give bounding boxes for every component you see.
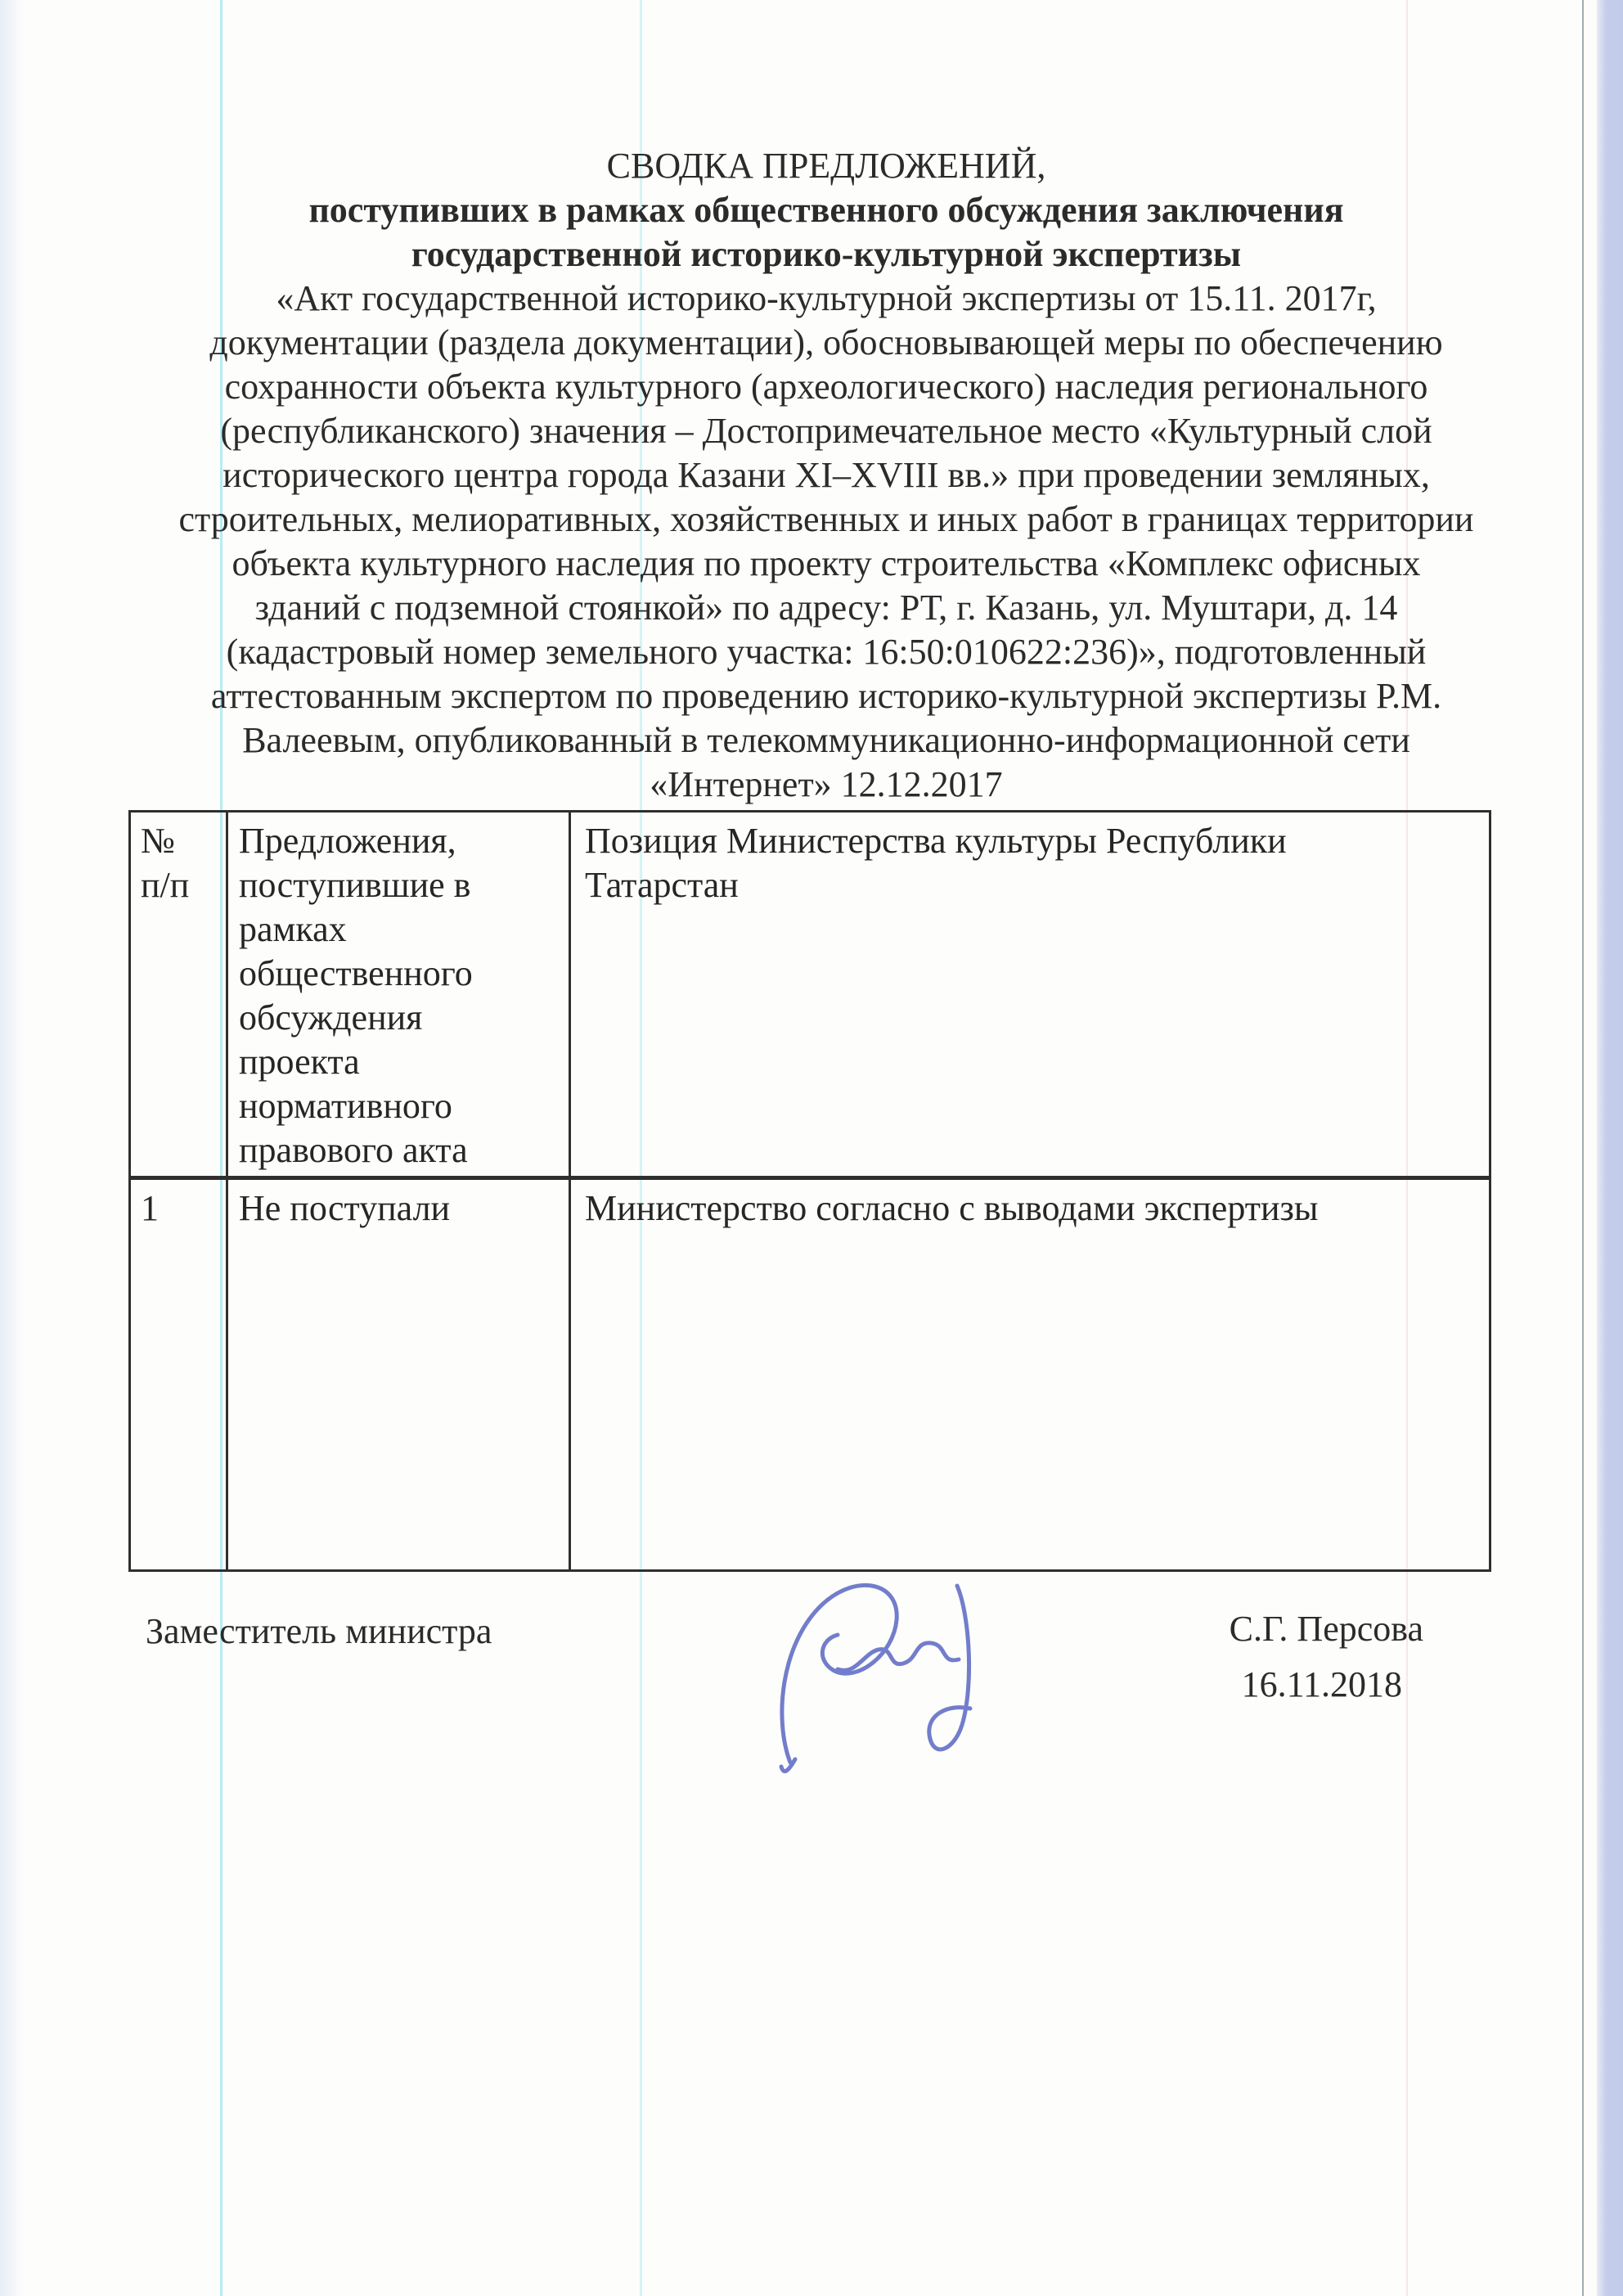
header-proposals-line: Предложения, (239, 821, 456, 861)
header-proposals-line: правового акта (239, 1130, 468, 1170)
intro-line: аттестованным экспертом по проведению историко-культурной экспертизы Р.М. (210, 676, 1442, 716)
signature-role: Заместитель министра (146, 1611, 492, 1651)
header-cell-proposals (227, 812, 570, 1178)
document-title: СВОДКА ПРЕДЛОЖЕНИЙ, (606, 146, 1046, 186)
intro-line: «Акт государственной историко-культурной экспертизы от 15.11. 2017г, (276, 278, 1377, 318)
cell-ministry-position: Министерство согласно с выводами экспертизы (570, 1178, 1490, 1571)
signature-ink (759, 1564, 1086, 1779)
right-edge-blue-band (1597, 0, 1623, 2296)
table-row (130, 1178, 1490, 1571)
cell-proposals: Не поступали (227, 1178, 570, 1571)
signature-name: С.Г. Персова (1229, 1609, 1423, 1649)
header-position-line: Позиция Министерства культуры Республики (585, 821, 1287, 861)
header-cell-number (130, 812, 227, 1178)
intro-line: поступивших в рамках общественного обсуждения заключения (308, 190, 1344, 230)
intro-line: государственной историко-культурной экспертизы (411, 234, 1242, 274)
header-number-line: № (141, 821, 175, 861)
header-proposals-line: нормативного (239, 1086, 452, 1126)
intro-line: строительных, мелиоративных, хозяйственных и иных работ в границах территории (178, 499, 1474, 539)
intro-line: зданий с подземной стоянкой» по адресу: РТ, г. Казань, ул. Муштари, д. 14 (254, 588, 1398, 628)
header-proposals-line: проекта (239, 1042, 360, 1082)
proposals-table (128, 810, 1491, 1572)
cell-row-number: 1 (130, 1178, 227, 1571)
intro-line: документации (раздела документации), обосновывающей меры по обеспечению (209, 322, 1443, 362)
intro-line: (республиканского) значения – Достопримечательное место «Культурный слой (220, 411, 1432, 451)
header-proposals-line: рамках (239, 909, 347, 949)
intro-line: объекта культурного наследия по проекту строительства «Комплекс офисных (232, 543, 1421, 583)
intro-line: Валеевым, опубликованный в телекоммуникационно-информационной сети (242, 720, 1410, 760)
intro-line: (кадастровый номер земельного участка: 16:50:010622:236)», подготовленный (226, 632, 1427, 672)
header-proposals-line: общественного (239, 953, 473, 993)
header-proposals-line: обсуждения (239, 997, 423, 1038)
signature-name-date (1129, 1607, 1423, 1707)
header-position-line: Татарстан (585, 865, 739, 905)
intro-line: исторического центра города Казани XI–XVIII вв.» при проведении земляных, (223, 455, 1430, 495)
left-edge-scan-noise (0, 0, 25, 2296)
intro-line: сохранности объекта культурного (археологического) наследия регионального (224, 367, 1428, 407)
intro-paragraph (106, 144, 1546, 807)
table-header-row (130, 812, 1490, 1178)
right-edge-scan-line (1582, 0, 1584, 2296)
header-proposals-line: поступившие в (239, 865, 471, 905)
header-cell-ministry-position (570, 812, 1490, 1178)
signature-date: 16.11.2018 (1241, 1664, 1402, 1704)
intro-line: «Интернет» 12.12.2017 (650, 764, 1003, 804)
header-number-line: п/п (141, 865, 190, 905)
